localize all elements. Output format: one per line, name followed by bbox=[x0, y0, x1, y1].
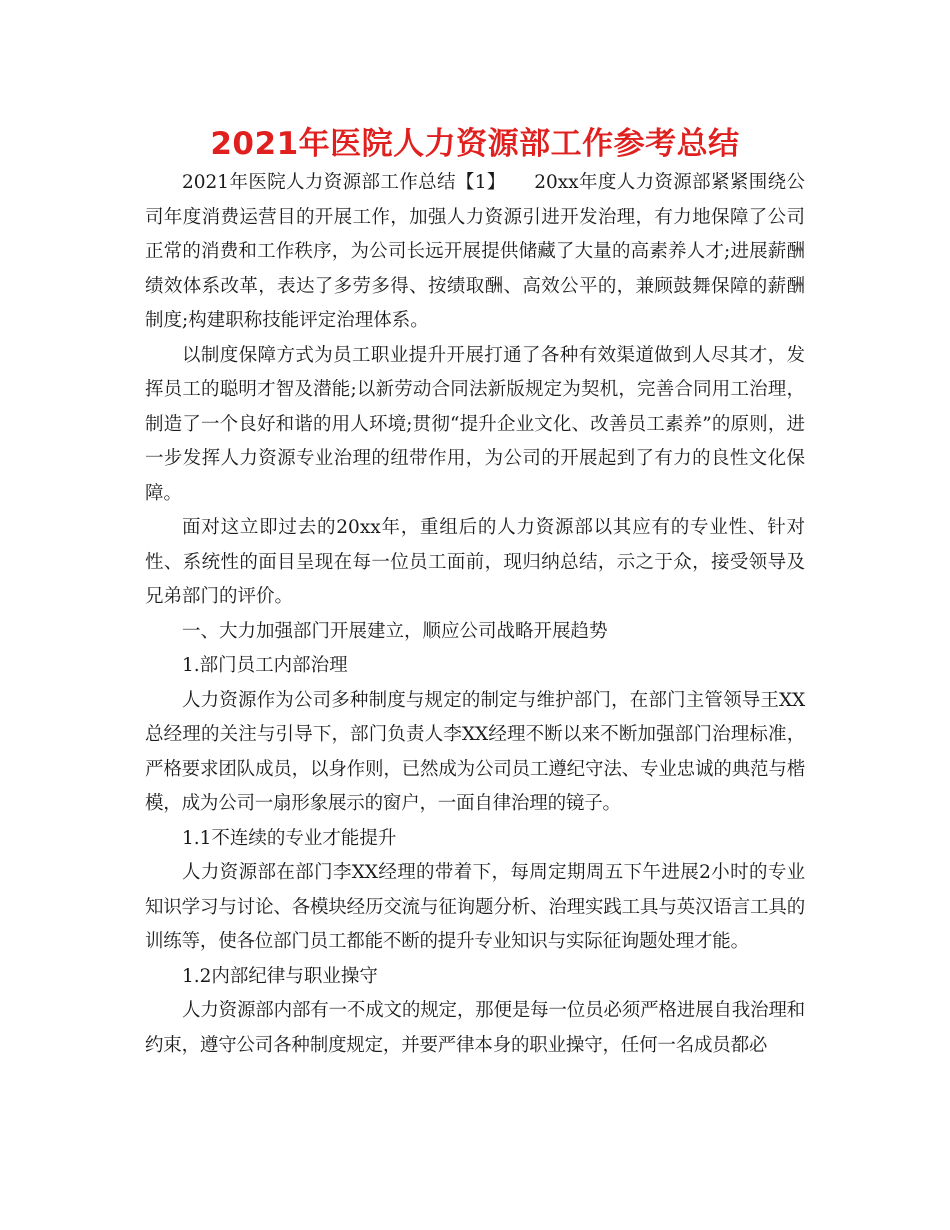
paragraph-skill-improvement: 人力资源部在部门李XX经理的带着下，每周定期周五下午进展2小时的专业知识学习与讨论、各模块经历交流与征询题分析、治理实践工具与英汉语言工具的训练等，使各位部门员工都能不断的提升专业知识与实际征询题处理才能。 bbox=[145, 862, 805, 952]
paragraph-intro: 2021年医院人力资源部工作总结【1】 20xx年度人力资源部紧紧围绕公司年度消费运营目的开展工作，加强人力资源引进开发治理，有力地保障了公司正常的消费和工作秩序，为公司长远开展提供储藏了大量的高素养人才;进展薪酬绩效体系改革，表达了多劳多得、按绩取酬、高效公平的，兼顾鼓舞保障的薪酬制度;构建职称技能评定治理体系。 bbox=[145, 172, 805, 331]
paragraph-discipline: 人力资源部内部有一不成文的规定，那便是每一位员必须严格进展自我治理和约束，遵守公司各种制度规定，并要严律本身的职业操守，任何一名成员都必 bbox=[145, 1000, 805, 1056]
paragraph-career-development: 以制度保障方式为员工职业提升开展打通了各种有效渠道做到人尽其才，发挥员工的聪明才智及潜能;以新劳动合同法新版规定为契机，完善合同用工治理，制造了一个良好和谐的用人环境;贯彻“提升企业文化、改善员工素养”的原则，进一步发挥人力资源专业治理的纽带作用，为公司的开展起到了有力的良性文化保障。 bbox=[145, 344, 805, 504]
subsection-heading-1-2: 1.2内部纪律与职业操守 bbox=[182, 965, 378, 987]
paragraph-year-review: 面对这立即过去的20xx年，重组后的人力资源部以其应有的专业性、针对性、系统性的面目呈现在每一位员工面前，现归纳总结，示之于众，接受领导及兄弟部门的评价。 bbox=[145, 517, 805, 607]
subsection-heading-1-1: 1.部门员工内部治理 bbox=[182, 655, 348, 676]
document-body bbox=[145, 166, 805, 1063]
subsection-heading-1-1-1: 1.1不连续的专业才能提升 bbox=[182, 827, 397, 849]
document-title: 2021年医院人力资源部工作参考总结 bbox=[210, 126, 740, 162]
section-heading-1: 一、大力加强部门开展建立，顺应公司战略开展趋势 bbox=[182, 620, 608, 642]
paragraph-internal-management: 人力资源作为公司多种制度与规定的制定与维护部门，在部门主管领导王XX总经理的关注与引导下，部门负责人李XX经理不断以来不断加强部门治理标准，严格要求团队成员，以身作则，已然成为公司员工遵纪守法、专业忠诚的典范与楷模，成为公司一扇形象展示的窗户，一面自律治理的镜子。 bbox=[145, 689, 805, 814]
